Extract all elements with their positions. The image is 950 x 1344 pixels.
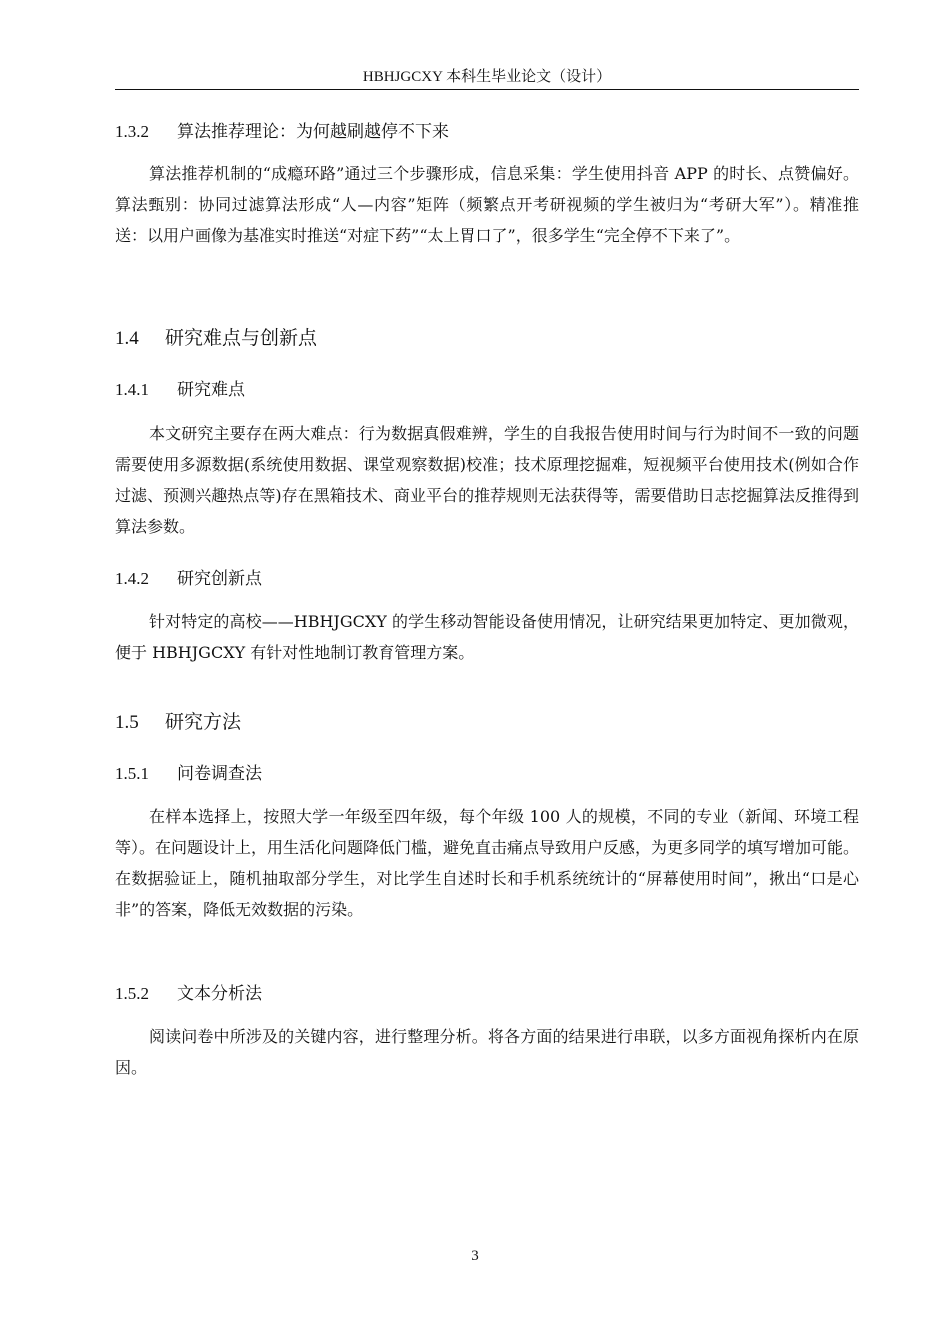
page-number: 3 <box>471 1248 479 1264</box>
heading-1-5-1 <box>115 762 262 786</box>
section-number: 1.5.1 <box>115 764 149 783</box>
section-number: 1.5 <box>115 712 139 733</box>
section-number: 1.4.1 <box>115 380 149 399</box>
paragraph-1-4-1: 本文研究主要存在两大难点：行为数据真假难辨，学生的自我报告使用时间与行为时间不一致的问题需要使用多源数据(系统使用数据、课堂观察数据)校准；技术原理挖掘难，短视频平台使用技术(例如合作过滤、预测兴趣热点等)存在黑箱技术、商业平台的推荐规则无法获得等，需要借助日志挖掘算法反推得到算法参数。 <box>115 424 859 536</box>
section-title: 算法推荐理论：为何越刷越停不下来 <box>177 122 449 142</box>
heading-1-4 <box>115 325 317 352</box>
heading-1-5 <box>115 709 241 736</box>
section-number: 1.3.2 <box>115 122 149 141</box>
section-title: 文本分析法 <box>177 984 262 1004</box>
section-title: 研究创新点 <box>177 569 262 589</box>
paragraph-1-3-2: 算法推荐机制的“成瘾环路”通过三个步骤形成，信息采集：学生使用抖音 APP 的时长、点赞偏好。算法甄别：协同过滤算法形成“人—内容”矩阵（频繁点开考研视频的学生被归为“考研大军”）。精准推送：以用户画像为基准实时推送“对症下药”“太上胃口了”，很多学生“完全停不下来了”。 <box>115 164 859 245</box>
header-rule <box>115 89 859 90</box>
paragraph-1-4-2: 针对特定的高校——HBHJGCXY 的学生移动智能设备使用情况，让研究结果更加特定、更加微观，便于 HBHJGCXY 有针对性地制订教育管理方案。 <box>115 612 859 662</box>
page-header: HBHJGCXY 本科生毕业论文（设计） <box>362 69 612 85</box>
section-title: 问卷调查法 <box>177 764 262 784</box>
section-number: 1.4.2 <box>115 569 149 588</box>
paragraph-1-5-2: 阅读问卷中所涉及的关键内容，进行整理分析。将各方面的结果进行串联，以多方面视角探析内在原因。 <box>115 1027 859 1077</box>
section-title: 研究难点 <box>177 380 245 400</box>
paragraph-1-5-1: 在样本选择上，按照大学一年级至四年级，每个年级 100 人的规模，不同的专业（新闻、环境工程等）。在问题设计上，用生活化问题降低门槛，避免直击痛点导致用户反感，为更多同学的填写增加可能。在数据验证上，随机抽取部分学生，对比学生自述时长和手机系统统计的“屏幕使用时间”，揪出“口是心非”的答案，降低无效数据的污染。 <box>115 807 860 919</box>
section-title: 研究方法 <box>165 711 242 733</box>
section-title: 研究难点与创新点 <box>165 327 318 349</box>
section-number: 1.4 <box>115 328 139 349</box>
section-number: 1.5.2 <box>115 984 149 1003</box>
heading-1-5-2 <box>115 982 262 1006</box>
heading-1-4-1 <box>115 378 245 402</box>
heading-1-4-2 <box>115 567 262 591</box>
heading-1-3-2 <box>115 120 449 144</box>
